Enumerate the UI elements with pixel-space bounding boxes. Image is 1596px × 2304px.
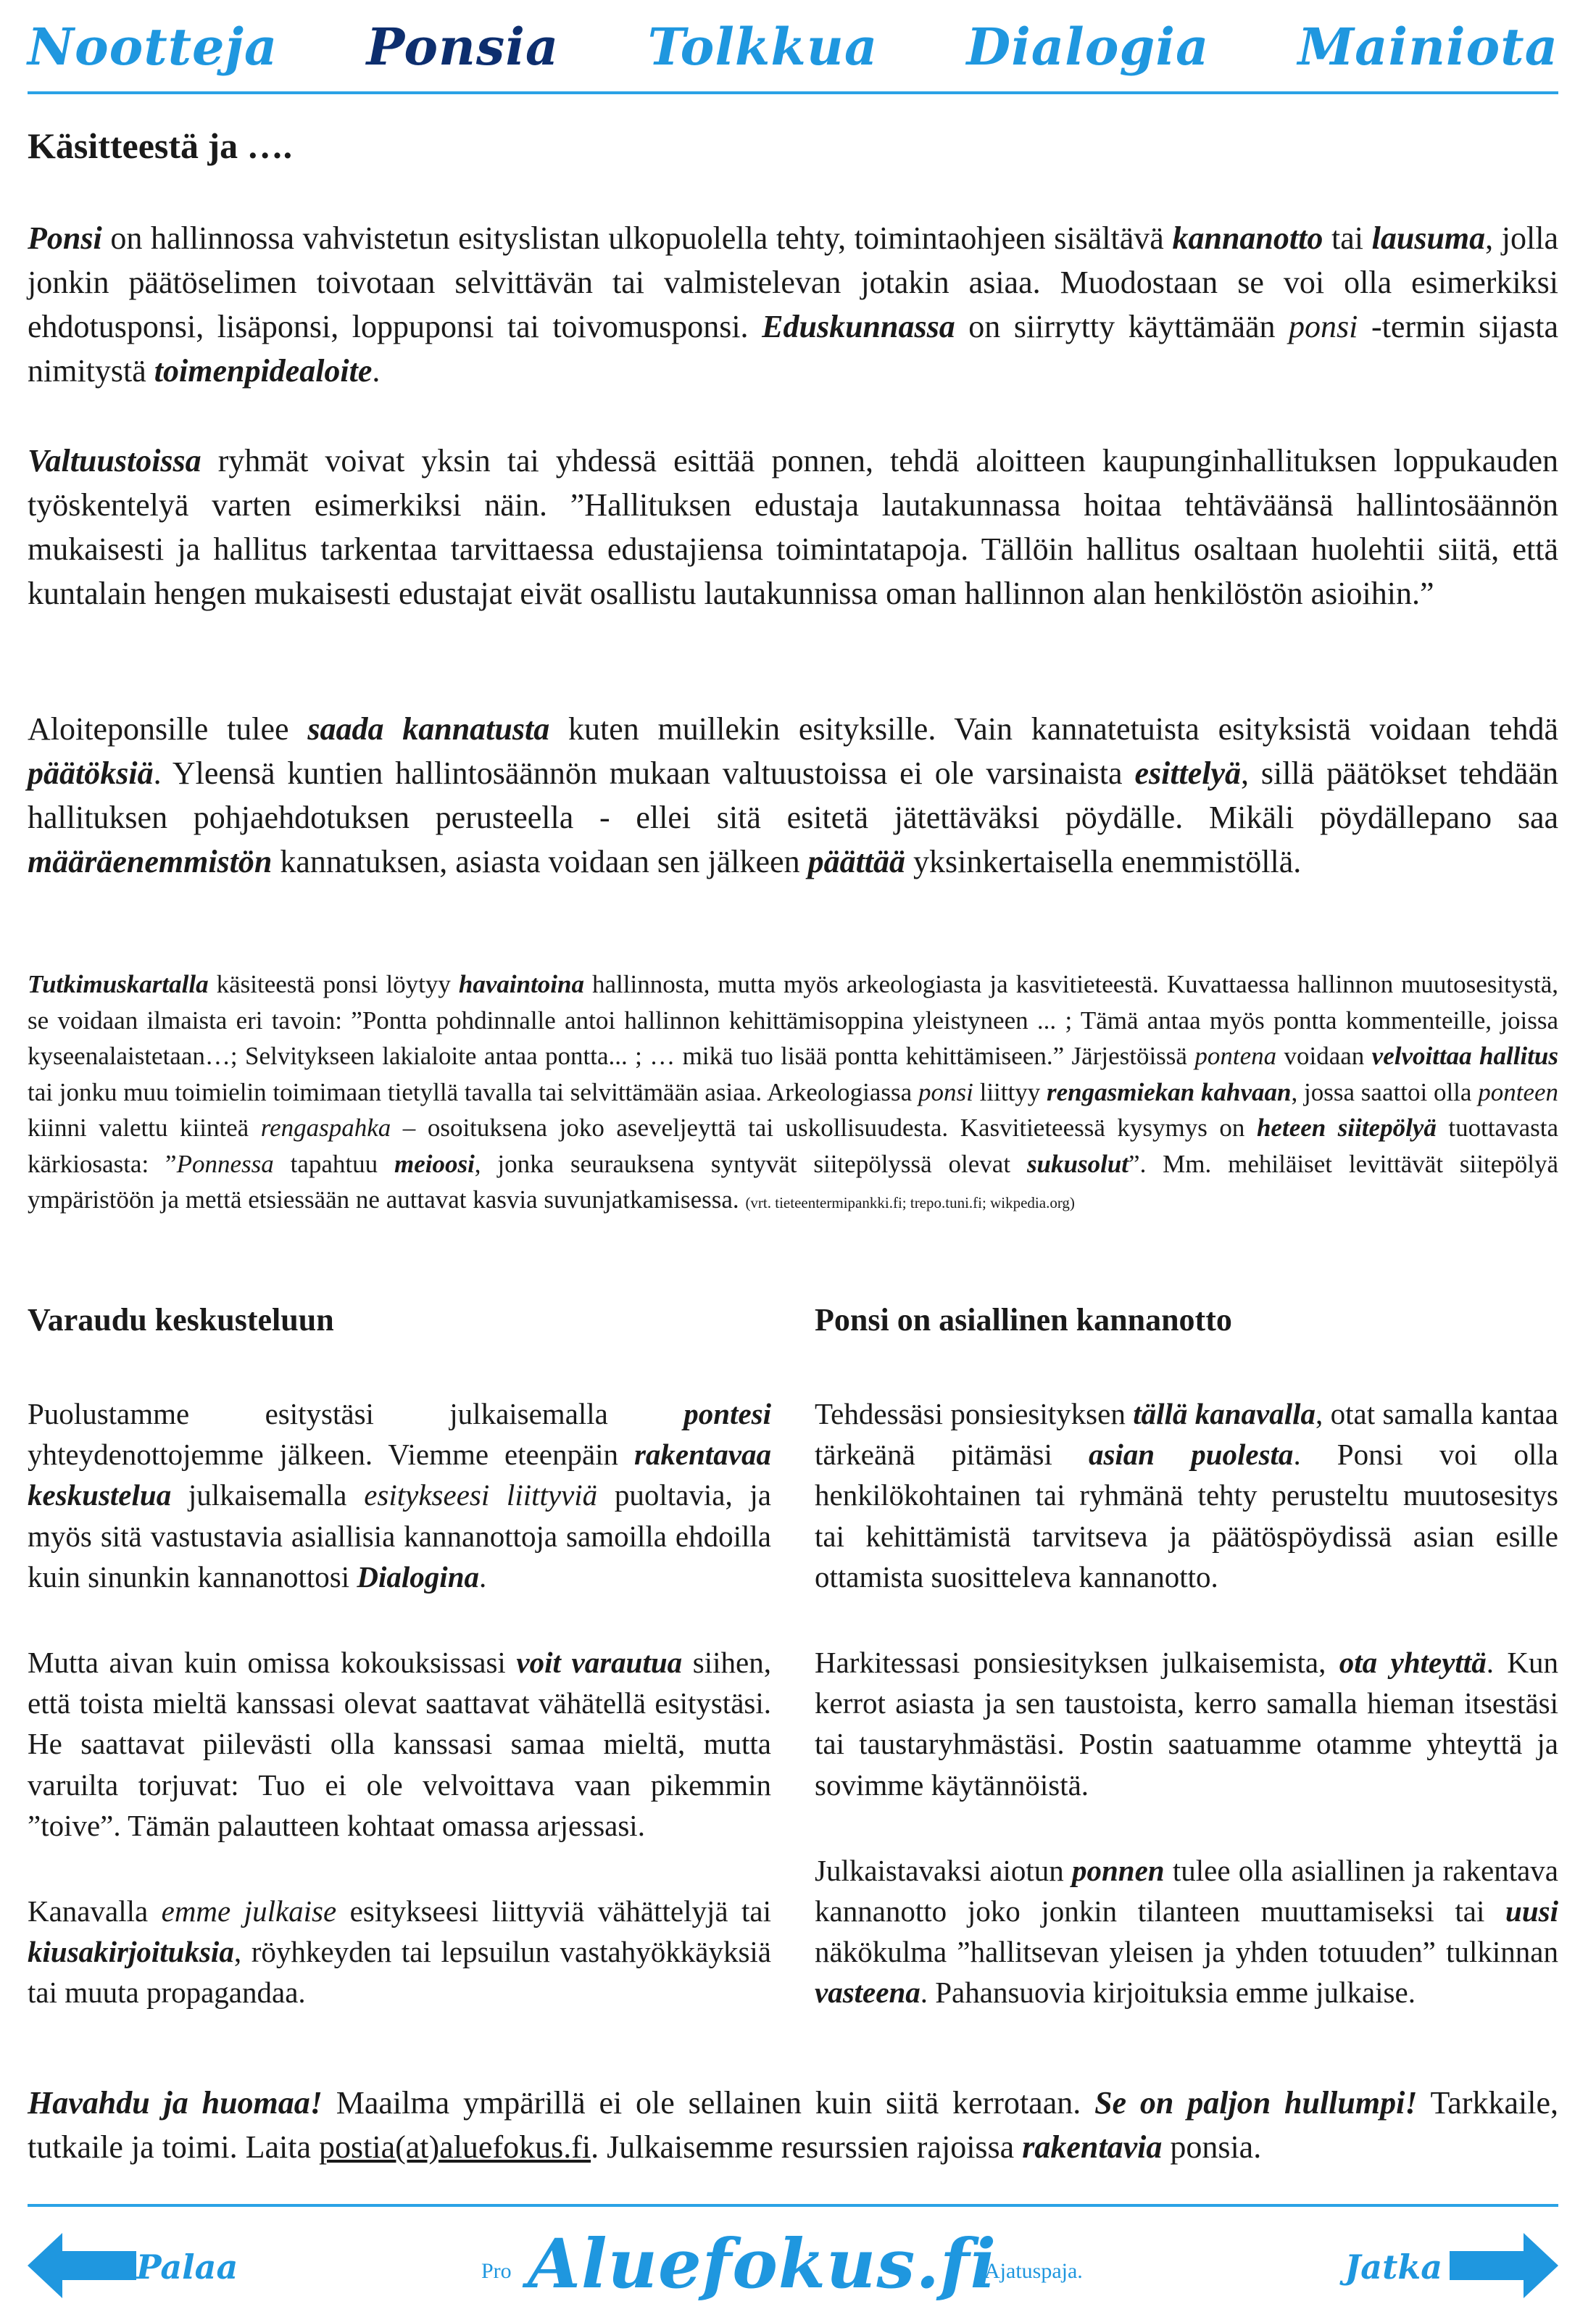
footer xyxy=(28,2224,1558,2304)
text-run: (vrt. tieteentermipankki.fi; trepo.tuni.fi; wikpedia.org) xyxy=(745,1194,1075,1211)
text-run: velvoittaa hallitus xyxy=(1371,1042,1559,1070)
nav-link-tolkkua[interactable]: Tolkkua xyxy=(647,16,878,77)
text-run: pontena xyxy=(1194,1042,1277,1070)
right-paragraph-3 xyxy=(815,1850,1558,2013)
paragraph-definition xyxy=(28,216,1558,393)
text-run: näkökulma ”hallitsevan yleisen ja yhden totuuden” tulkinnan xyxy=(815,1935,1558,1969)
text-run: , jonka seurauksena syntyvät siitepölyssä olevat xyxy=(474,1149,1027,1178)
text-run: Aloiteponsille tulee xyxy=(28,711,308,747)
text-run: siihen, että toista mieltä kanssasi olevat saattavat vähätellä esitystäsi. He saattavat piilevästi olla kanssasi samaa mieltä, mutta varuilta torjuvat: Tuo ei ole velvoittava vaan pikemmin ”toive”. Tämän palautteen kohtaat omassa arjessasi. xyxy=(28,1646,771,1842)
council-section xyxy=(28,439,1558,616)
text-run: Harkitessasi ponsiesityksen julkaisemista, xyxy=(815,1646,1339,1680)
text-run: ponsi xyxy=(1289,309,1358,344)
text-run: emme julkaise xyxy=(161,1894,337,1928)
support-section xyxy=(28,707,1558,884)
text-run: . Yleensä kuntien hallintosäännön mukaan valtuustoissa ei ole varsinaista xyxy=(153,755,1135,791)
right-column xyxy=(815,1301,1558,2013)
text-run: esitykseesi liittyviä vähättelyjä tai xyxy=(336,1894,772,1928)
page-title-block xyxy=(28,125,1558,167)
research-section xyxy=(28,966,1558,1222)
text-run: tai jonku muu toimielin toimimaan tietyllä tavalla tai selvittämään asiaa. Arkeologiassa xyxy=(28,1077,918,1106)
text-run: Dialogina xyxy=(357,1559,479,1594)
next-link[interactable]: Jatka xyxy=(1344,2247,1442,2287)
text-run: , röyhkeyden tai lepsuilun vastahyökkäyksiä tai muuta propagandaa. xyxy=(28,1935,771,2010)
text-run: tällä kanavalla xyxy=(1133,1397,1316,1430)
right-paragraph-1 xyxy=(815,1393,1558,1597)
text-run: kuten muillekin esityksille. Vain kannatetuista esityksistä voidaan tehdä xyxy=(549,711,1559,747)
text-run: kiusakirjoituksia xyxy=(28,1935,234,1969)
text-run: yhteydenottojemme jälkeen. Viemme eteenpäin xyxy=(28,1438,634,1472)
brand-prefix: Pro xyxy=(481,2259,512,2283)
text-run: Tehdessäsi ponsiesityksen xyxy=(815,1397,1134,1430)
text-run: ponteen xyxy=(1478,1077,1559,1106)
brand-tagline: Ajatuspaja. xyxy=(984,2259,1083,2283)
email-link[interactable]: postia(at)aluefokus.fi xyxy=(319,2129,591,2165)
text-run: tapahtuu xyxy=(273,1149,394,1178)
text-run: voit varautua xyxy=(516,1646,683,1680)
text-run: kannanotto xyxy=(1172,220,1323,256)
text-run: Havahdu ja huomaa! xyxy=(28,2085,323,2121)
paragraph-closing xyxy=(28,2081,1558,2169)
text-run: havaintoina xyxy=(458,970,584,998)
text-run: meioosi xyxy=(394,1149,475,1178)
text-run: Tutkimuskartalla xyxy=(28,970,209,998)
nav-link-mainiota[interactable]: Mainiota xyxy=(1297,16,1558,77)
back-link[interactable]: Palaa xyxy=(136,2247,238,2287)
text-run: – osoituksena joko aseveljeyttä tai uskollisuudesta. Kasvitieteessä kysymys on xyxy=(391,1114,1257,1142)
text-run: ryhmät voivat yksin tai yhdessä esittää ponnen, tehdä aloitteen kaupunginhallituksen loppukauden työskentelyä varten esimerkiksi näin. ”Hallituksen edustaja lautakunnassa hoitaa tehtäväänsä hallintosäännön mukaisesti ja hallitus tarkentaa tarvittaessa edustajiensa toimintatapoja. Tällöin hallitus osaltaan huolehtii siitä, että kuntalain hengen mukaisesti edustajat eivät osallistu lautakunnissa oman hallinnon alan henkilöstön asioihin.” xyxy=(28,443,1558,611)
closing-section xyxy=(28,2081,1558,2169)
left-column xyxy=(28,1301,771,2013)
text-run: käsiteestä ponsi löytyy xyxy=(208,970,459,998)
nav-link-ponsia[interactable]: Ponsia xyxy=(366,16,560,77)
text-run: Ponnessa xyxy=(176,1149,274,1178)
nav-link-nootteja[interactable]: Nootteja xyxy=(28,16,278,77)
text-run: Mutta aivan kuin omissa kokouksissasi xyxy=(28,1646,517,1680)
text-run: kannatuksen, asiasta voidaan sen jälkeen xyxy=(272,844,808,879)
text-run: Eduskunnassa xyxy=(762,309,955,344)
top-navigation xyxy=(28,17,1558,75)
text-run: , otat samalla kantaa tärkeänä pitämäsi xyxy=(815,1397,1558,1472)
top-divider xyxy=(28,91,1558,94)
bottom-divider xyxy=(28,2204,1558,2207)
text-run: julkaisemalla xyxy=(171,1478,365,1512)
text-run: ponnen xyxy=(1071,1853,1165,1887)
intro-section xyxy=(28,216,1558,393)
left-paragraph-1 xyxy=(28,1393,771,1597)
text-run: pontesi xyxy=(683,1397,771,1430)
text-run: Julkaistavaksi aiotun xyxy=(815,1853,1072,1887)
text-run: päättää xyxy=(807,844,906,879)
left-paragraph-2 xyxy=(28,1642,771,1846)
text-run: . Kun kerrot asiasta ja sen taustoista, kerro samalla hieman itsestäsi tai taustaryhmästäsi. Postin saatuamme otamme yhteyttä ja sovimme käytännöistä. xyxy=(815,1646,1559,1802)
text-run: Ponsi xyxy=(28,220,102,256)
paragraph-support xyxy=(28,707,1558,884)
text-run: lausuma xyxy=(1371,220,1486,256)
text-run: ota yhteyttä xyxy=(1339,1646,1487,1680)
arrow-right-icon[interactable] xyxy=(1450,2233,1558,2298)
text-run: , jossa saattoi olla xyxy=(1291,1077,1479,1106)
text-run: Kanavalla xyxy=(28,1894,162,1928)
arrow-left-icon[interactable] xyxy=(28,2233,136,2298)
text-run: kiinni valettu kiinteä xyxy=(28,1114,261,1142)
text-run: Valtuustoissa xyxy=(28,443,201,478)
text-run: esittelyä xyxy=(1134,755,1242,791)
text-run: sukusolut xyxy=(1026,1149,1129,1178)
text-run: ponsia. xyxy=(1162,2129,1262,2165)
text-run: rengasmiekan kahvaan xyxy=(1047,1077,1292,1106)
text-run: ”. Mm. mehiläiset levittävät siitepölyä ympäristöön ja mettä etsiessään ne auttavat kasvia suvunjatkamisessa. xyxy=(28,1149,1558,1214)
text-run: . Julkaisemme resurssien rajoissa xyxy=(591,2129,1023,2165)
text-run: rakentavia xyxy=(1022,2129,1163,2165)
text-run: toimenpidealoite xyxy=(154,353,373,389)
text-run: esitykseesi liittyviä xyxy=(364,1478,598,1512)
text-run: , sillä päätökset tehdään hallituksen pohjaehdotuksen perusteella - ellei sitä esitetä jätettäväksi pöydälle. Mikäli pöydällepano saa xyxy=(28,755,1558,835)
right-column-heading: Ponsi on asiallinen kannanotto xyxy=(815,1302,1232,1338)
text-run: -termin sijasta nimitystä xyxy=(28,309,1558,389)
text-run: määräenemmistön xyxy=(28,844,273,879)
text-run: yksinkertaisella enemmistöllä. xyxy=(905,844,1302,879)
text-run: hallinnosta, mutta myös arkeologiasta ja kasvitieteestä. Kuvattaessa hallinnon muutosesitystä, se voidaan ilmaista eri tavoin: ”Pontta pohdinnalle antoi hallinnon kehittämisoppina yleistyneen ... ; Tämä antaa myös pontta kommenteille, joissa kyseenalaistetaan…; Selvitykseen lakialoite antaa pontta... ; … mikä tuo lisää pontta kehittämiseen.” Järjestöissä xyxy=(28,970,1558,1070)
text-run: voidaan xyxy=(1276,1042,1372,1070)
text-run: . Ponsi voi olla henkilökohtainen tai ryhmänä tehty perusteltu muutosesitys tai kehittämistä tarvitseva ja päätöspöydissä asian esille ottamista suositteleva kannanotto. xyxy=(815,1438,1558,1594)
paragraph-research xyxy=(28,966,1558,1222)
text-run: tulee olla asiallinen ja rakentava kannanotto joko jonkin tilanteen muuttamiseksi tai xyxy=(815,1853,1558,1928)
paragraph-council xyxy=(28,439,1558,616)
text-run: vasteena xyxy=(815,1976,920,2010)
text-run: Puolustamme esitystäsi julkaisemalla xyxy=(28,1397,684,1430)
left-paragraph-3 xyxy=(28,1891,771,2013)
text-run: puoltavia, ja myös sitä vastustavia asiallisia kannanottoja samoilla ehdoilla kuin sinunkin kannanottosi xyxy=(28,1478,771,1594)
text-run: asian puolesta xyxy=(1088,1438,1294,1472)
text-run: ponsi xyxy=(918,1077,973,1106)
brand-logo[interactable]: Aluefokus.fi xyxy=(528,2224,997,2304)
text-run: rakentavaa keskustelua xyxy=(28,1438,771,1512)
text-run: . xyxy=(372,353,381,389)
text-run: on hallinnossa vahvistetun esityslistan ulkopuolella tehty, toimintaohjeen sisältävä xyxy=(101,220,1173,256)
text-run: . Pahansuovia kirjoituksia emme julkaise. xyxy=(920,1976,1416,2010)
text-run: päätöksiä xyxy=(28,755,154,791)
text-run: Maailma ympärillä ei ole sellainen kuin siitä kerrotaan. xyxy=(322,2085,1095,2121)
page-title: Käsitteestä ja …. xyxy=(28,125,293,166)
text-run: rengaspahka xyxy=(260,1114,391,1142)
text-run: liittyy xyxy=(973,1077,1047,1106)
text-run: heteen siitepölyä xyxy=(1256,1114,1437,1142)
text-run: uusi xyxy=(1505,1894,1558,1928)
text-run: tuottavasta kärkiosasta: ” xyxy=(28,1114,1558,1178)
text-run: saada kannatusta xyxy=(307,711,550,747)
text-run: . xyxy=(479,1559,487,1594)
right-paragraph-2 xyxy=(815,1642,1558,1805)
text-run: on siirrytty käyttämään xyxy=(955,309,1289,344)
left-column-heading: Varaudu keskusteluun xyxy=(28,1302,334,1338)
text-run: Tarkkaile, tutkaile ja toimi. Laita xyxy=(28,2085,1558,2165)
text-run: tai xyxy=(1323,220,1372,256)
text-run: Se on paljon hullumpi! xyxy=(1094,2085,1418,2121)
text-run: , jolla jonkin päätöselimen toivotaan selvittävän tai valmistelevan jotakin asiaa. Muodostaan se voi olla esimerkiksi ehdotusponsi, lisäponsi, loppuponsi tai toivomusponsi. xyxy=(28,220,1558,344)
nav-link-dialogia[interactable]: Dialogia xyxy=(966,16,1210,77)
